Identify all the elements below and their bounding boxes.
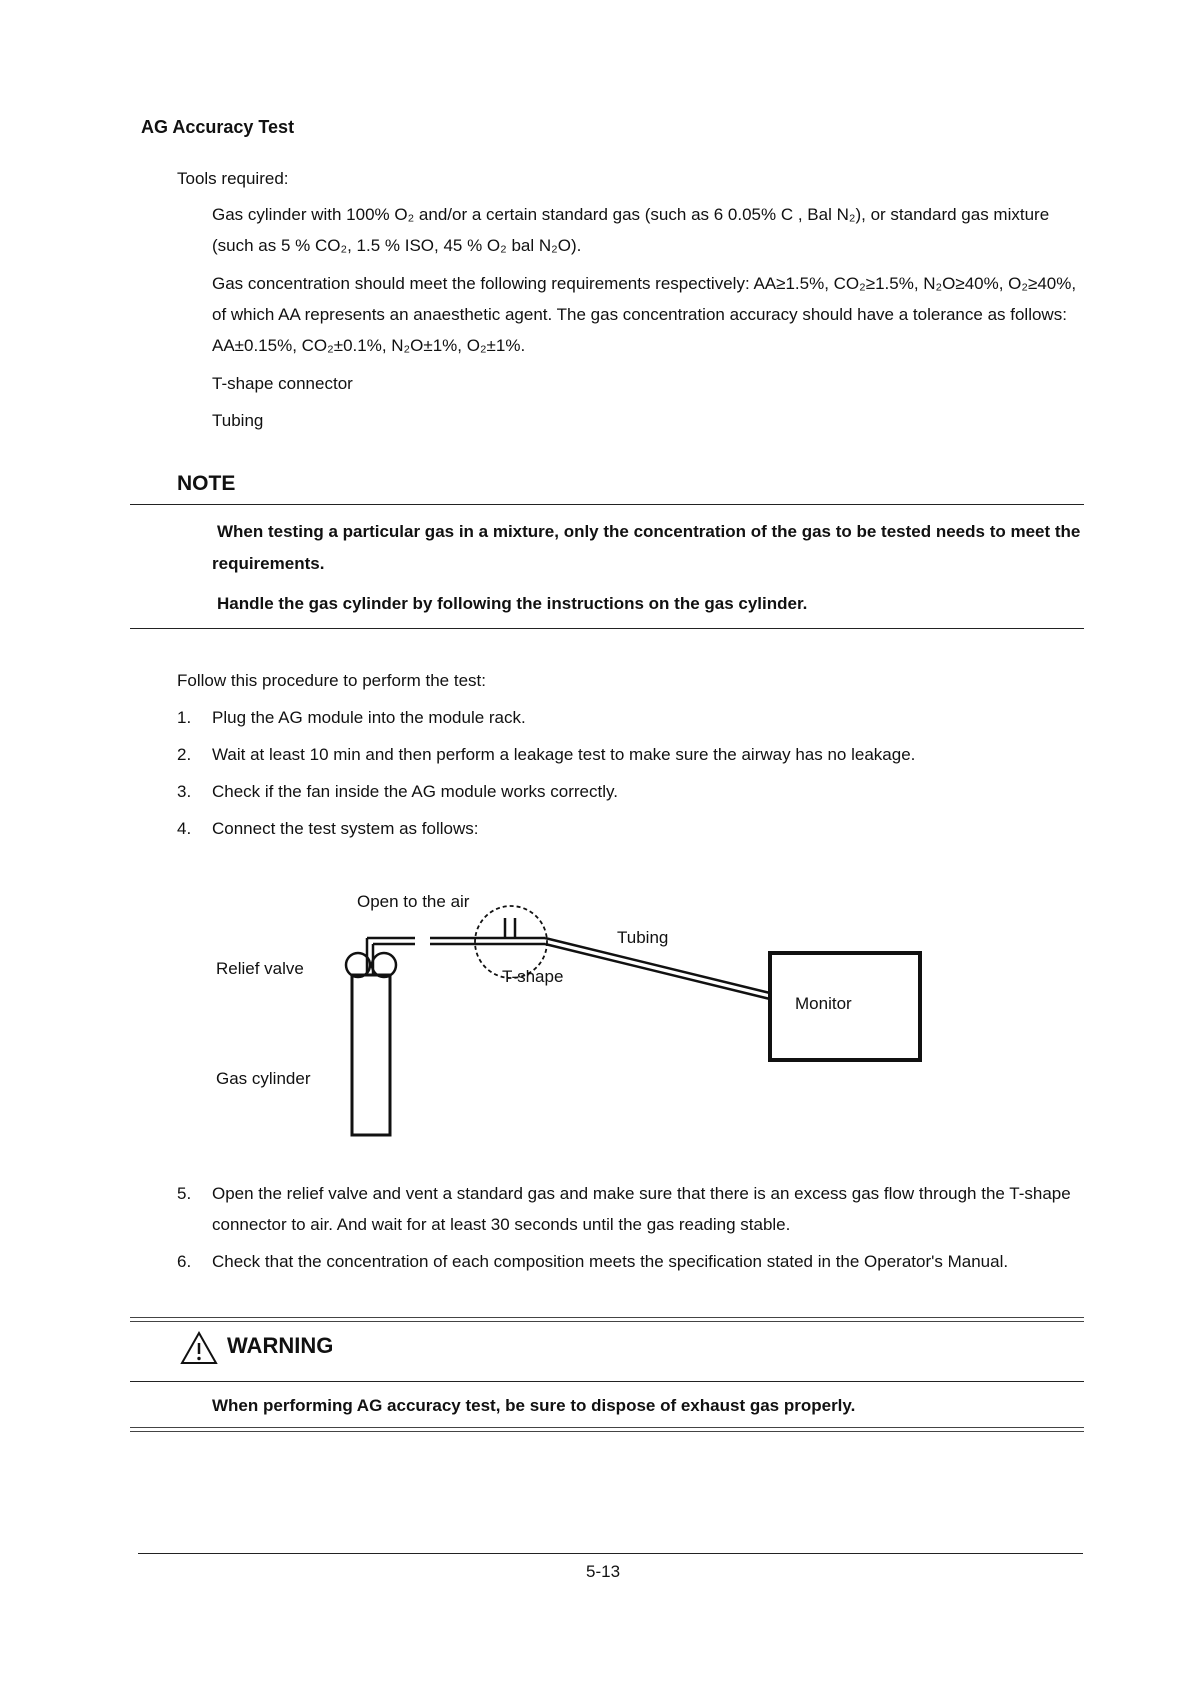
tools-item-2-line-3: AA±0.15%, CO₂±0.1%, N₂O±1%, O₂±1%. [212,336,526,355]
warning-bottom-rule [130,1427,1084,1432]
warning-mid-rule [130,1381,1084,1382]
step-text-continued: connector to air. And wait for at least 30 seconds until the gas reading stable. [212,1215,791,1234]
gas-cylinder-body [352,975,390,1135]
relief-valve-right [372,953,396,977]
step-text: Open the relief valve and vent a standard gas and make sure that there is an excess gas flow through the T-shape [212,1184,1071,1203]
label-tubing: Tubing [617,928,669,947]
warning-top-rule [130,1317,1084,1322]
note-item-1-line-2: requirements. [212,554,325,573]
step-number: 3. [177,782,192,801]
step-text: Check that the concentration of each composition meets the specification stated in the Operator's Manual. [212,1252,1009,1271]
step-text: Wait at least 10 min and then perform a leakage test to make sure the airway has no leakage. [212,745,916,764]
step-number: 5. [177,1184,192,1203]
tools-label: Tools required: [177,169,289,188]
step-number: 1. [177,708,192,727]
procedure-intro: Follow this procedure to perform the test: [177,671,486,690]
warning-triangle-icon [179,1330,219,1366]
footer-rule [138,1553,1083,1554]
label-gas-cylinder: Gas cylinder [216,1069,311,1088]
warning-title: WARNING [227,1333,334,1358]
page-number: 5-13 [586,1562,621,1581]
step-text: Connect the test system as follows: [212,819,479,838]
step-text: Plug the AG module into the module rack. [212,708,526,727]
label-monitor: Monitor [795,994,852,1013]
step-number: 6. [177,1252,192,1271]
tools-item-1-line-1: Gas cylinder with 100% O₂ and/or a certain standard gas (such as 6 0.05% C , Bal N₂), or standard gas mixture [212,205,1050,224]
tools-item-1-line-2: (such as 5 % CO₂, 1.5 % ISO, 45 % O₂ bal N₂O). [212,236,582,255]
tools-item-2-line-2: of which AA represents an anaesthetic agent. The gas concentration accuracy should have a tolerance as follows: [212,305,1067,324]
section-title: AG Accuracy Test [141,117,295,137]
note-title: NOTE [177,472,236,495]
tools-item-2-line-1: Gas concentration should meet the following requirements respectively: AA≥1.5%, CO₂≥1.5%, N₂O≥40%, O₂≥40%, [212,274,1077,293]
tools-item-3: T-shape connector [212,374,353,393]
label-open-to-the-air: Open to the air [357,892,470,911]
step-number: 4. [177,819,192,838]
label-relief-valve: Relief valve [216,959,304,978]
label-t-shape: T-shape [502,967,564,986]
step-number: 2. [177,745,192,764]
note-item-1-line-1: When testing a particular gas in a mixture, only the concentration of the gas to be tested needs to meet the [217,522,1081,541]
tools-item-4: Tubing [212,411,264,430]
note-item-2: Handle the gas cylinder by following the instructions on the gas cylinder. [217,594,808,613]
step-text: Check if the fan inside the AG module works correctly. [212,782,618,801]
warning-text: When performing AG accuracy test, be sure to dispose of exhaust gas properly. [212,1396,856,1415]
